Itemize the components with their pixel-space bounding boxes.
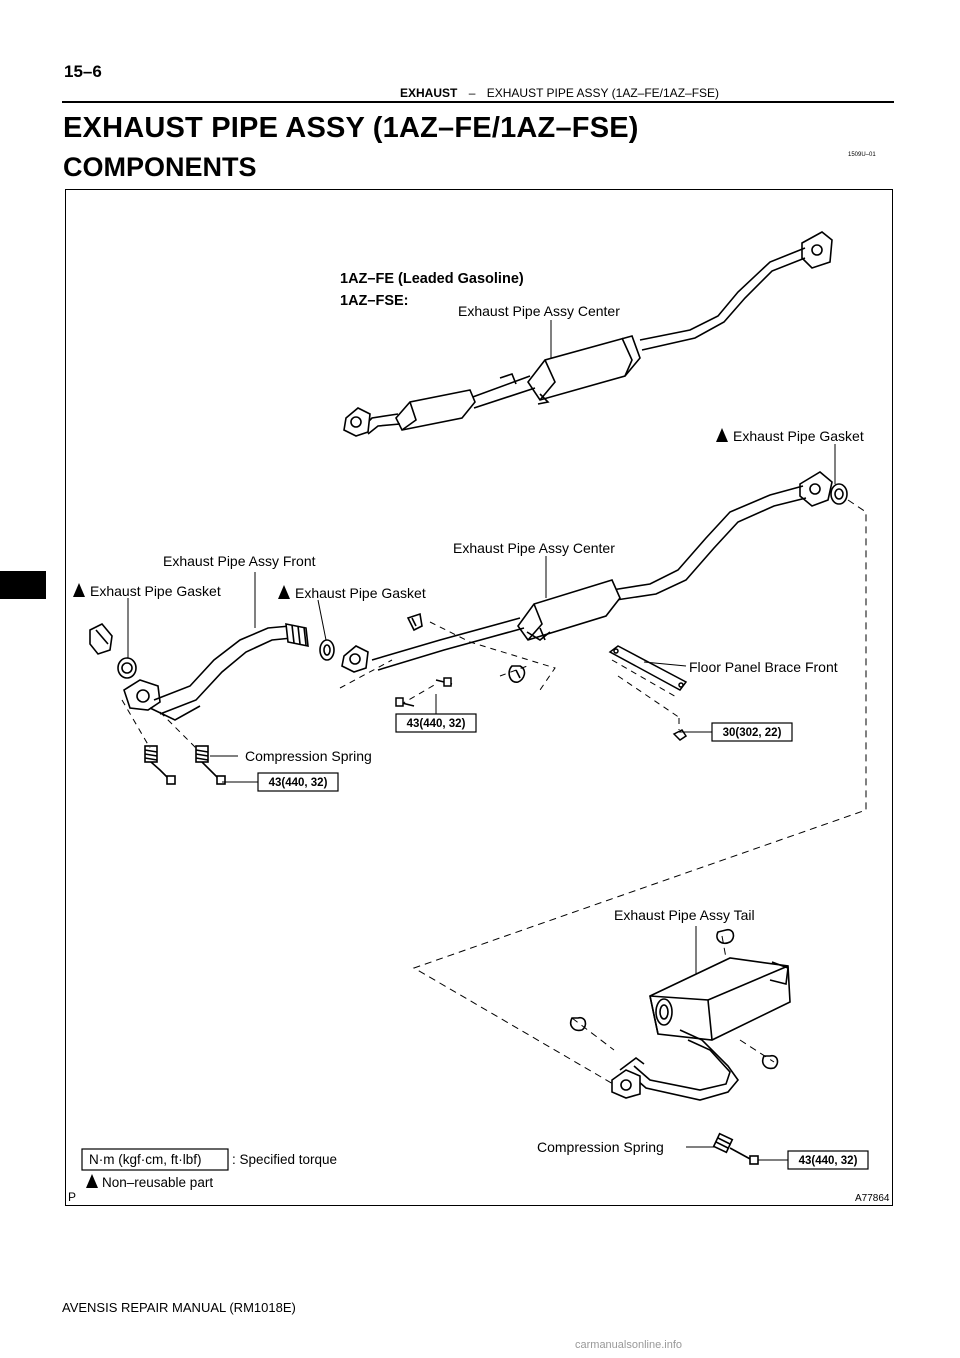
center-pipe-main: [342, 472, 847, 682]
watermark: carmanualsonline.info: [575, 1339, 683, 1351]
label-gasket-right: Exhaust Pipe Gasket: [733, 428, 864, 444]
legend-nonreuse: Non–reusable part: [102, 1175, 214, 1190]
tail-pipe: [571, 930, 790, 1164]
label-center-top: Exhaust Pipe Assy Center: [458, 303, 620, 319]
variant-line-1: 1AZ–FE (Leaded Gasoline): [340, 271, 524, 287]
torque-value: 30(302, 22): [722, 727, 782, 739]
label-spring-tail: Compression Spring: [537, 1139, 664, 1155]
doc-code: 1509U–01: [848, 152, 876, 158]
header-separator: –: [468, 86, 476, 100]
torque-boxes: [258, 714, 868, 1169]
corner-code: P: [68, 1190, 77, 1204]
bolts-center: [396, 678, 452, 706]
torque-value: 43(440, 32): [406, 718, 466, 730]
label-tail-pipe: Exhaust Pipe Assy Tail: [614, 907, 755, 923]
label-front-pipe: Exhaust Pipe Assy Front: [163, 553, 316, 569]
label-gasket-left: Exhaust Pipe Gasket: [90, 583, 221, 599]
label-floor-brace: Floor Panel Brace Front: [689, 659, 838, 675]
legend: [82, 1149, 337, 1190]
legend-unit-desc: : Specified torque: [232, 1152, 338, 1167]
page-number: 15–6: [64, 62, 102, 81]
section-title: COMPONENTS: [63, 152, 257, 182]
nonreuse-icon: [73, 583, 85, 597]
figure-id: A77864: [855, 1193, 890, 1204]
page-title: EXHAUST PIPE ASSY (1AZ–FE/1AZ–FSE): [63, 112, 639, 144]
dashed-guides-tail: [414, 500, 866, 1088]
center-pipe-variant: [344, 232, 832, 436]
floor-panel-brace: [610, 646, 686, 740]
nonreuse-icon: [86, 1174, 98, 1188]
header-section: EXHAUST: [400, 86, 458, 100]
nonreuse-icon: [716, 428, 728, 442]
nonreuse-icon: [278, 585, 290, 599]
label-gasket-mid: Exhaust Pipe Gasket: [295, 585, 426, 601]
label-spring-front: Compression Spring: [245, 748, 372, 764]
label-center-main: Exhaust Pipe Assy Center: [453, 540, 615, 556]
header-subsection: EXHAUST PIPE ASSY (1AZ–FE/1AZ–FSE): [486, 86, 720, 100]
legend-unit-box: N·m (kgf·cm, ft·lbf): [89, 1152, 202, 1167]
torque-value: 43(440, 32): [268, 777, 328, 789]
manual-footer: AVENSIS REPAIR MANUAL (RM1018E): [62, 1300, 296, 1315]
variant-line-2: 1AZ–FSE:: [340, 293, 409, 309]
torque-value: 43(440, 32): [798, 1155, 858, 1167]
